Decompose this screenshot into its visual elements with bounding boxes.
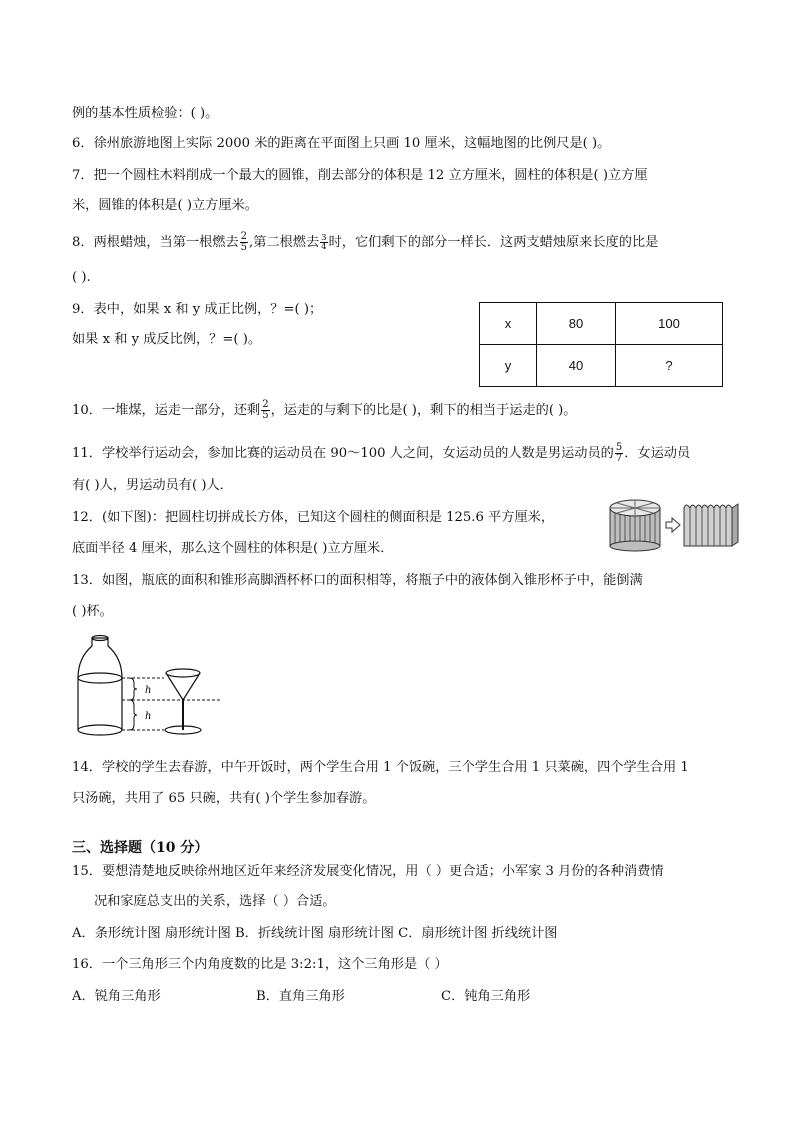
q16-option-c: C．钝角三角形	[441, 989, 531, 1004]
table-row	[480, 303, 723, 345]
q8-text-2: ,第二根燃去	[249, 235, 320, 250]
height-label: h	[145, 711, 152, 722]
q16-option-a: A．锐角三角形	[72, 989, 161, 1004]
q10	[72, 400, 577, 421]
rectangular-prism	[684, 504, 738, 546]
q9-line2: 如果 x 和 y 成反比例，？=( )。	[72, 332, 262, 347]
q10-fraction: $\frac{2}{5}$	[262, 399, 269, 421]
table-cell: 100	[616, 303, 723, 345]
q8-line2: ( ).	[72, 270, 91, 285]
q15-line2: 况和家庭总支出的关系，选择（ ）合适。	[94, 894, 336, 909]
q12-line1: 12．(如下图)：把圆柱切拼成长方体，已知这个圆柱的侧面积是 125.6 平方厘米，	[72, 510, 555, 525]
q6: 6．徐州旅游地图上实际 2000 米的距离在平面图上只画 10 厘米，这幅地图的比例尺是( )。	[72, 136, 611, 151]
q16-option-b: B．直角三角形	[256, 989, 345, 1004]
bottle-and-glass-figure	[72, 632, 232, 742]
q7-line2: 米，圆锥的体积是( )立方厘米。	[72, 198, 258, 213]
xy-table	[479, 302, 723, 387]
q8-text-3: 时，它们剩下的部分一样长．这两支蜡烛原来长度的比是	[328, 235, 659, 250]
section-heading: 三、选择题（10 分）	[72, 840, 209, 856]
q9-line1: 9．表中，如果 x 和 y 成正比例，？=( )；	[72, 302, 323, 317]
q8-line1	[72, 232, 658, 253]
table-cell: 40	[537, 345, 616, 387]
q7-line1: 7．把一个圆柱木料削成一个最大的圆锥，削去部分的体积是 12 立方厘米，圆柱的体积是( )立方厘	[72, 168, 648, 183]
q10-text-2: ，运走的与剩下的比是( )，剩下的相当于运走的( )。	[270, 403, 577, 418]
q8-fraction-2: $\frac{3}{4}$	[321, 232, 327, 252]
sliced-cylinder	[610, 500, 660, 551]
bottle	[78, 636, 122, 736]
q13-line2: ( )杯。	[72, 604, 113, 619]
table-cell: 80	[537, 303, 616, 345]
q14-line1: 14．学校的学生去春游，中午开饭时，两个学生合用 1 个饭碗，三个学生合用 1 只菜碗，四个学生合用 1	[72, 760, 689, 775]
q11-text-2: ．女运动员	[624, 446, 691, 461]
q10-text-1: 10．一堆煤，运走一部分，还剩	[72, 403, 261, 418]
guide-lines	[122, 678, 222, 730]
q11-text-1: 11．学校举行运动会，参加比赛的运动员在 90～100 人之间，女运动员的人数是男运动员的	[72, 446, 614, 461]
arrow-icon	[666, 518, 680, 532]
q15-line1: 15．要想清楚地反映徐州地区近年来经济发展变化情况，用（ ）更合适；小军家 3 月份的各种消费情	[72, 864, 664, 879]
q11-line2: 有( )人，男运动员有( )人．	[72, 478, 233, 493]
table-cell: ?	[616, 345, 723, 387]
cone-glass	[165, 669, 201, 734]
cylinder-to-prism-figure	[606, 494, 742, 552]
q14-line2: 只汤碗，共用了 65 只碗，共有( )个学生参加春游。	[72, 791, 376, 806]
height-braces	[130, 678, 137, 730]
q12-line2: 底面半径 4 厘米，那么这个圆柱的体积是( )立方厘米．	[72, 541, 394, 556]
table-row	[480, 345, 723, 387]
q8-fraction-1: $\frac{2}{5}$	[240, 231, 248, 253]
q5-tail: 例的基本性质检验：( )。	[72, 106, 219, 121]
q11-line1	[72, 443, 690, 464]
height-label: h	[145, 685, 152, 696]
table-cell: x	[480, 303, 537, 345]
q15-options: A．条形统计图 扇形统计图 B．折线统计图 扇形统计图 C．扇形统计图 折线统计图	[72, 926, 558, 941]
q13-line1: 13．如图，瓶底的面积和锥形高脚酒杯杯口的面积相等，将瓶子中的液体倒入锥形杯子中，能倒满	[72, 573, 643, 588]
q16: 16．一个三角形三个内角度数的比是 3:2:1，这个三角形是（ ）	[72, 957, 448, 972]
table-cell: y	[480, 345, 537, 387]
q11-fraction: $\frac{5}{7}$	[615, 442, 623, 464]
q8-text-1: 8．两根蜡烛，当第一根燃去	[72, 235, 239, 250]
